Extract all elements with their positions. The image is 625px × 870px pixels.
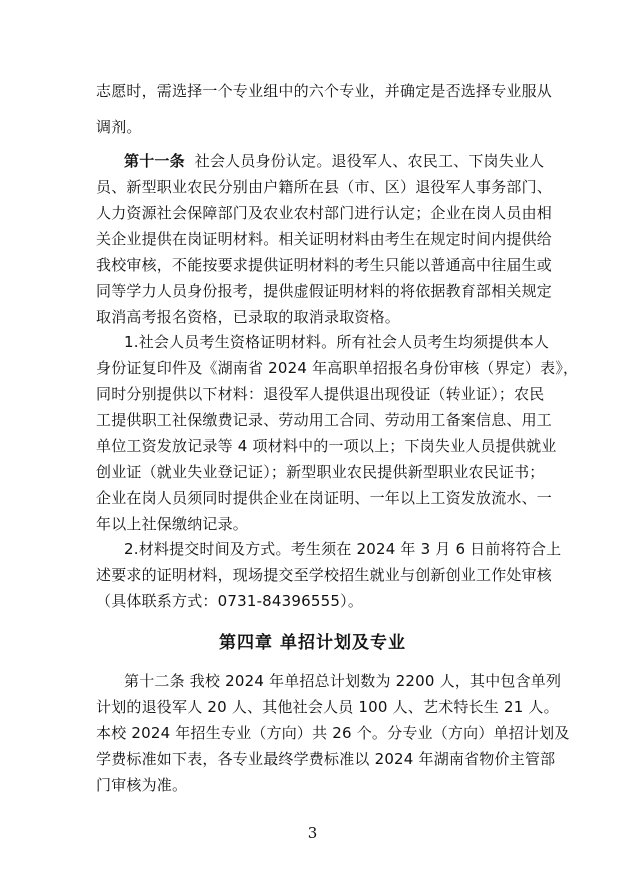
text-line: 第十二条 我校 2024 年单招总计划数为 2200 人，其中包含单列	[124, 672, 562, 690]
text-line: 2.材料提交时间及方式。考生须在 2024 年 3 月 6 日前将符合上	[124, 540, 562, 558]
text-line: 同等学力人员身份报考，提供虚假证明材料的将依据教育部相关规定	[96, 282, 553, 300]
text-line: 身份证复印件及《湖南省 2024 年高职单招报名身份审核（界定）表》，	[96, 359, 579, 377]
article-11-heading: 第十一条	[124, 152, 185, 170]
text-line: 计划的退役军人 20 人、其他社会人员 100 人、艺术特长生 21 人。	[96, 698, 559, 716]
text-line: 人力资源社会保障部门及农业农村部门进行认定；企业在岗人员由相	[96, 204, 553, 222]
text-line: 单位工资发放记录等 4 项材料中的一项以上；下岗失业人员提供就业	[96, 437, 557, 455]
text-line: 企业在岗人员须同时提供企业在岗证明、一年以上工资发放流水、一	[96, 489, 553, 507]
page-number: 3	[307, 824, 318, 842]
text-line: 取消高考报名资格，已录取的取消录取资格。	[96, 308, 401, 326]
article-11-first-line	[124, 151, 544, 171]
text-line: 1.社会人员考生资格证明材料。所有社会人员考生均须提供本人	[124, 333, 550, 351]
text-line: 门审核为准。	[96, 776, 188, 794]
text-line: 同时分别提供以下材料：退役军人提供退出现役证（转业证）；农民	[96, 385, 545, 403]
text-line: 我校审核，不能按要求提供证明材料的考生只能以普通高中往届生或	[96, 256, 553, 274]
chapter-title: 第四章 单招计划及专业	[219, 633, 406, 653]
text-span: 社会人员身份认定。退役军人、农民工、下岗失业人	[194, 152, 545, 170]
text-line: （具体联系方式：0731-84396555）。	[96, 592, 364, 610]
text-line: 调剂。	[96, 118, 142, 136]
text-span	[185, 152, 195, 170]
text-line: 本校 2024 年招生专业（方向）共 26 个。分专业（方向）单招计划及	[96, 724, 570, 742]
text-line: 员、新型职业农民分别由户籍所在县（市、区）退役军人事务部门、	[96, 178, 553, 196]
text-line: 志愿时，需选择一个专业组中的六个专业，并确定是否选择专业服从	[96, 82, 553, 100]
text-line: 关企业提供在岗证明材料。相关证明材料由考生在规定时间内提供给	[96, 230, 553, 248]
text-line: 学费标准如下表，各专业最终学费标准以 2024 年湖南省物价主管部	[96, 750, 556, 768]
text-line: 述要求的证明材料，现场提交至学校招生就业与创新创业工作处审核	[96, 566, 553, 584]
text-line: 创业证（就业失业登记证）；新型职业农民提供新型职业农民证书；	[96, 463, 545, 481]
text-line: 工提供职工社保缴费记录、劳动用工合同、劳动用工备案信息、用工	[96, 411, 553, 429]
text-line: 年以上社保缴纳记录。	[96, 515, 249, 533]
